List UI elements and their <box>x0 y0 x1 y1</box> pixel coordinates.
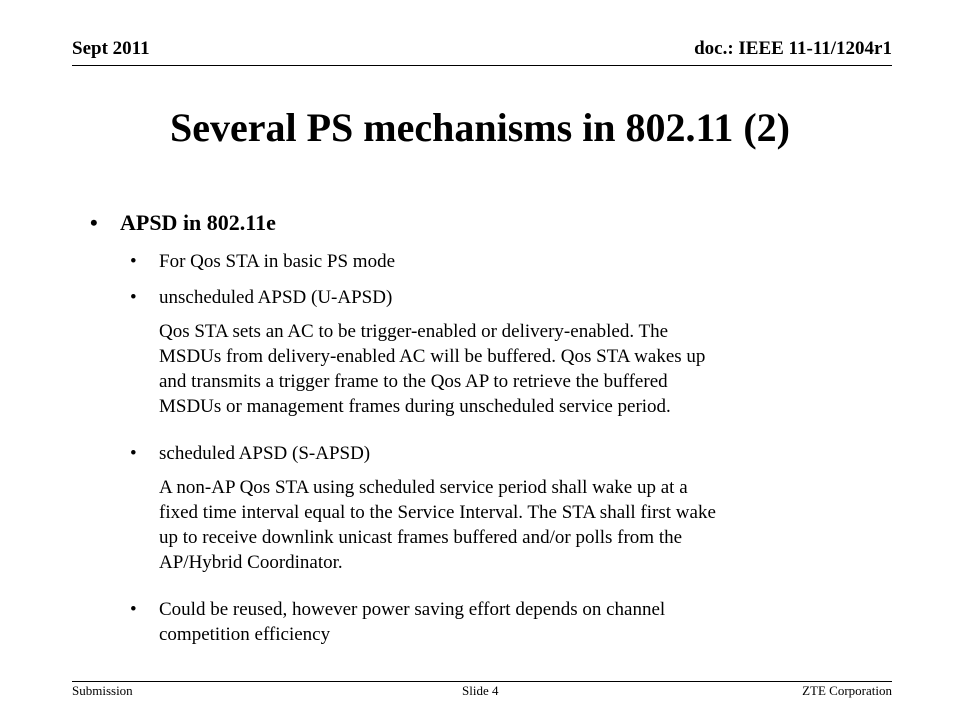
footer-divider <box>72 681 892 682</box>
paragraph-line: and transmits a trigger frame to the Qos AP to retrieve the buffered <box>159 371 668 392</box>
paragraph-line: Qos STA sets an AC to be trigger-enabled or delivery-enabled. The <box>159 321 669 342</box>
bullet-text: APSD in 802.11e <box>120 210 276 235</box>
header-doc-id: doc.: IEEE 11-11/1204r1 <box>694 38 892 59</box>
footer-slide-number: Slide 4 <box>462 683 499 698</box>
bullet-icon: • <box>130 599 137 620</box>
paragraph-line: up to receive downlink unicast frames buffered and/or polls from the <box>159 527 683 548</box>
paragraph-line: AP/Hybrid Coordinator. <box>159 552 343 573</box>
footer-submission: Submission <box>72 683 133 698</box>
slide-title: Several PS mechanisms in 802.11 (2) <box>170 105 790 150</box>
paragraph-line: MSDUs from delivery-enabled AC will be buffered. Qos STA wakes up <box>159 346 706 367</box>
header-date: Sept 2011 <box>72 38 150 59</box>
u-apsd-description <box>159 319 879 419</box>
sub-bullet-text: unscheduled APSD (U-APSD) <box>159 287 393 308</box>
could-be-reused-continuation <box>159 622 879 647</box>
sub-bullet-text: Could be reused, however power saving effort depends on channel <box>159 599 666 620</box>
sub-bullet-text: scheduled APSD (S-APSD) <box>159 443 371 464</box>
sub-bullet-text: For Qos STA in basic PS mode <box>159 251 395 272</box>
bullet-icon: • <box>130 443 137 464</box>
bullet-icon: • <box>130 287 137 308</box>
paragraph-line: competition efficiency <box>159 624 331 645</box>
footer-organization: ZTE Corporation <box>802 683 892 698</box>
header-divider <box>72 65 892 66</box>
bullet-icon: • <box>90 210 98 235</box>
paragraph-line: A non-AP Qos STA using scheduled service period shall wake up at a <box>159 477 688 498</box>
paragraph-line: MSDUs or management frames during unscheduled service period. <box>159 396 671 417</box>
bullet-icon: • <box>130 251 137 272</box>
s-apsd-description <box>159 475 879 575</box>
paragraph-line: fixed time interval equal to the Service Interval. The STA shall first wake <box>159 502 716 523</box>
